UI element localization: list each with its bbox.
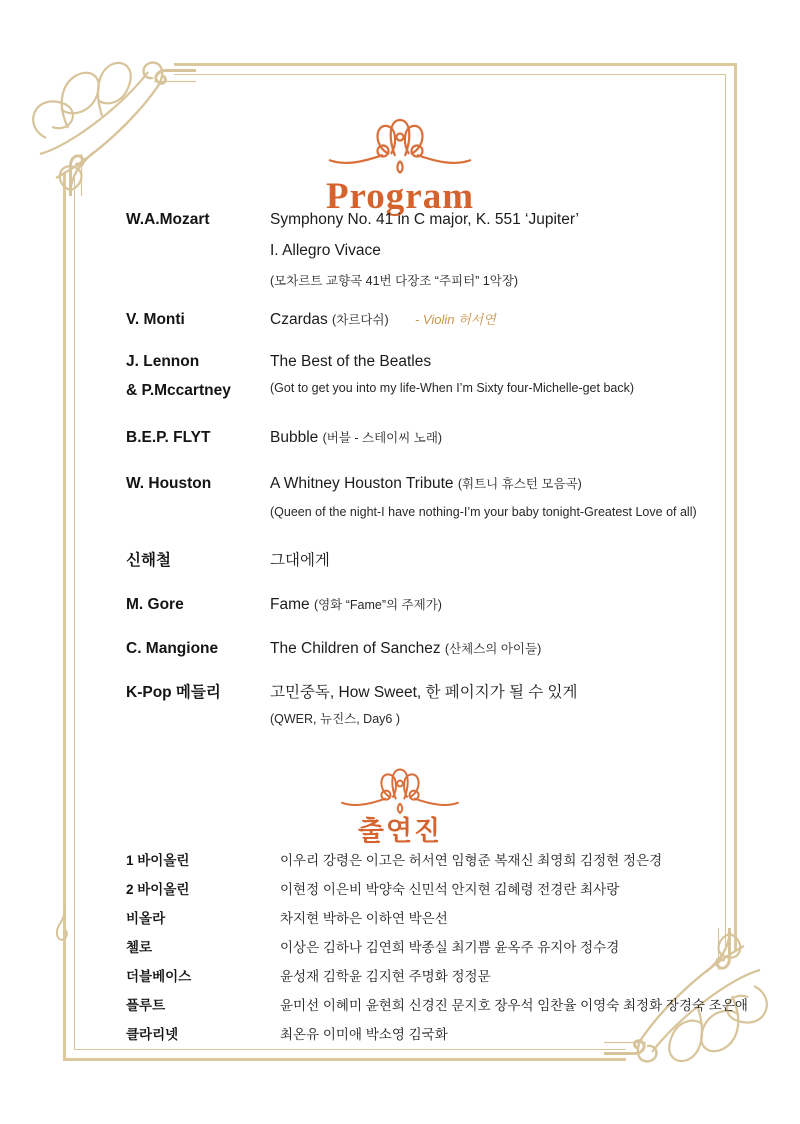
composer-label: M. Gore [126, 596, 184, 613]
cast-row [126, 875, 742, 904]
program-entry-lennon-mccartney [126, 351, 742, 402]
cast-row [126, 904, 742, 933]
program-entry-mangione [126, 638, 742, 660]
program-entry-kpop-medley [126, 682, 742, 728]
cast-row [126, 933, 742, 962]
instrument-label: 2 바이올린 [126, 882, 190, 897]
instrument-label: 더블베이스 [126, 969, 192, 984]
composer-label-line2: & P.Mccartney [126, 382, 231, 399]
member-names: 이우리 강령은 이고은 허서연 임형준 복재신 최영희 김정현 정은경 [280, 853, 663, 868]
cast-row [126, 991, 748, 1020]
piece-caption: (영화 “Fame”의 주제가) [313, 598, 442, 612]
program-header [0, 116, 800, 217]
piece-korean-caption: (모차르트 교향곡 41번 다장조 “주피터” 1악장) [270, 274, 519, 288]
cast-row [126, 962, 742, 991]
member-names: 윤미선 이혜미 윤현희 신경진 문지호 장우석 임찬율 이영숙 최정화 장경숙 조은애 [280, 998, 748, 1013]
composer-label: V. Monti [126, 311, 185, 328]
instrument-label: 클라리넷 [126, 1027, 179, 1042]
member-names: 이현정 이은비 박양숙 신민석 안지현 김혜령 전경란 최사랑 [280, 882, 620, 897]
program-entry-monti [126, 309, 742, 331]
program-entry-mozart [126, 209, 742, 290]
piece-title: Czardas [270, 311, 328, 328]
composer-label: J. Lennon [126, 353, 200, 370]
composer-label: W.A.Mozart [126, 211, 210, 228]
cast-list [126, 846, 748, 1049]
piece-title: Bubble [270, 429, 319, 446]
composer-label: K-Pop 메들리 [126, 684, 221, 701]
crown-flourish-icon [325, 116, 475, 176]
piece-caption: (휘트니 휴스턴 모음곡) [457, 477, 582, 491]
instrument-label: 플루트 [126, 998, 166, 1013]
instrument-label: 비올라 [126, 911, 166, 926]
piece-caption: (차르다쉬) [332, 313, 389, 327]
composer-label: C. Mangione [126, 640, 219, 657]
piece-title: 그대에게 [270, 552, 330, 569]
piece-caption: (버블 - 스테이씨 노래) [322, 431, 443, 445]
composer-label: B.E.P. FLYT [126, 429, 211, 446]
cast-section-title: 출연진 [357, 816, 443, 846]
member-names: 이상은 김하나 김연희 박종실 최기쁨 윤옥주 유지아 정수경 [280, 940, 620, 955]
program-entry-shinhaechul [126, 550, 742, 572]
piece-title: A Whitney Houston Tribute [270, 475, 454, 492]
cast-row [126, 846, 742, 875]
piece-movement: I. Allegro Vivace [270, 242, 381, 259]
program-list [126, 209, 742, 728]
program-entry-gore [126, 594, 742, 616]
border-curl-icon [52, 908, 82, 952]
crown-flourish-icon [338, 766, 462, 816]
piece-artists-caption: (QWER, 뉴진스, Day6 ) [270, 712, 400, 726]
program-section-title: Program [325, 176, 475, 217]
piece-title: The Children of Sanchez [270, 640, 441, 657]
piece-title: 고민중독, How Sweet, 한 페이지가 될 수 있게 [270, 684, 578, 701]
member-names: 차지현 박하은 이하연 박은선 [280, 911, 448, 926]
piece-songs-caption: (Queen of the night-I have nothing-I’m your baby tonight-Greatest Love of all) [270, 505, 697, 519]
instrument-label: 첼로 [126, 940, 153, 955]
composer-label: W. Houston [126, 475, 212, 492]
piece-title: Fame [270, 596, 310, 613]
program-entry-houston [126, 473, 742, 521]
composer-label: 신해철 [126, 552, 171, 569]
piece-title: The Best of the Beatles [270, 353, 432, 370]
soloist-note: - Violin 허서연 [414, 312, 496, 327]
member-names: 윤성재 김학윤 김지현 주명화 정정문 [280, 969, 491, 984]
cast-row [126, 1020, 742, 1049]
instrument-label: 1 바이올린 [126, 853, 190, 868]
cast-header [0, 766, 800, 847]
piece-songs-caption: (Got to get you into my life-When I’m Sixty four-Michelle-get back) [270, 381, 635, 395]
member-names: 최온유 이미애 박소영 김국화 [280, 1027, 448, 1042]
piece-caption: (산체스의 아이들) [444, 642, 542, 656]
program-entry-flyt [126, 427, 742, 449]
piece-title: Symphony No. 41 in C major, K. 551 ‘Jupiter’ [270, 211, 580, 228]
